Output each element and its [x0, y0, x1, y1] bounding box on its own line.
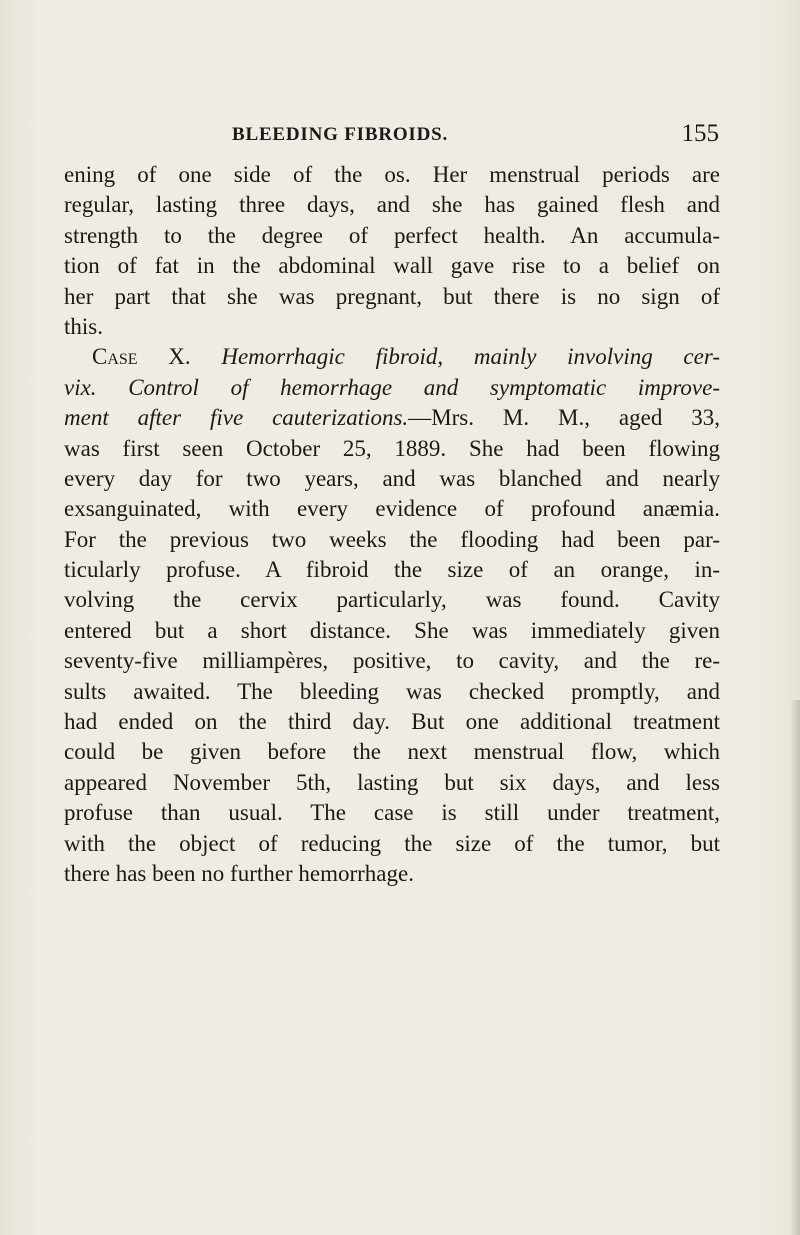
text-line: [64, 494, 720, 524]
text-run: —Mrs. M. M., aged 33,: [408, 405, 720, 431]
text-line: [64, 798, 720, 828]
text-run: could be given before the next menstrual flow, which: [64, 739, 720, 765]
text-line: [64, 859, 720, 889]
text-run: sults awaited. The bleeding was checked promptly, and: [64, 678, 720, 704]
text-run: strength to the degree of perfect health. An accumula-: [64, 222, 720, 248]
text-line: [64, 434, 720, 464]
text-run: ment after five cauterizations.: [64, 405, 409, 431]
text-run: ticularly profuse. A fibroid the size of an orange, in-: [64, 557, 720, 583]
text-line: [64, 525, 720, 555]
text-run: with the object of reducing the size of the tumor, but: [64, 830, 720, 856]
text-line: [64, 373, 720, 403]
running-title: BLEEDING FIBROIDS.: [232, 124, 449, 145]
text-run: appeared November 5th, lasting but six days, and less: [64, 769, 720, 795]
page-edge-shadow: [790, 700, 800, 1235]
text-line: [64, 555, 720, 585]
text-run: profuse than usual. The case is still under treatment,: [64, 800, 720, 826]
text-line: [64, 829, 720, 859]
text-line: [64, 282, 720, 312]
text-run: this.: [64, 313, 103, 339]
text-run: For the previous two weeks the flooding had been par-: [64, 526, 720, 552]
text-line: [64, 190, 720, 220]
text-line: [64, 160, 720, 190]
text-line: [64, 646, 720, 676]
text-run: every day for two years, and was blanched and nearly: [64, 465, 720, 491]
text-run: Case: [92, 344, 138, 370]
text-run: had ended on the third day. But one additional treatment: [64, 709, 720, 735]
text-run: X.: [137, 344, 222, 370]
text-line: [64, 403, 720, 433]
text-run: seventy-five milliampères, positive, to cavity, and the re-: [64, 648, 720, 674]
text-run: Hemorrhagic fibroid: [221, 344, 438, 370]
text-run: was first seen October 25, 1889. She had been flowing: [64, 435, 720, 461]
text-run: entered but a short distance. She was immediately given: [64, 617, 720, 643]
text-line: [64, 221, 720, 251]
text-line: [64, 464, 720, 494]
text-run: there has been no further hemorrhage.: [64, 860, 414, 886]
text-run: volving the cervix particularly, was found. Cavity: [64, 587, 720, 613]
text-run: vix. Control of hemorrhage and symptomatic improve-: [64, 374, 720, 400]
text-line: [64, 251, 720, 281]
text-run: mainly involving cer-: [473, 344, 720, 370]
text-line: [64, 585, 720, 615]
page-number: 155: [681, 120, 719, 147]
text-line: [64, 707, 720, 737]
text-line: [64, 342, 720, 372]
text-run: regular, lasting three days, and she has gained flesh and: [64, 192, 720, 218]
text-line: [64, 737, 720, 767]
text-line: [64, 312, 720, 342]
text-run: tion of fat in the abdominal wall gave rise to a belief on: [64, 253, 720, 279]
text-line: [64, 616, 720, 646]
body-text: [64, 160, 720, 889]
text-line: [64, 768, 720, 798]
running-head: [64, 120, 719, 150]
text-run: ,: [437, 344, 474, 370]
text-run: her part that she was pregnant, but there is no sign of: [64, 283, 720, 309]
text-line: [64, 677, 720, 707]
text-run: exsanguinated, with every evidence of profound anæmia.: [64, 496, 720, 522]
text-run: ening of one side of the os. Her menstrual periods are: [64, 162, 720, 187]
